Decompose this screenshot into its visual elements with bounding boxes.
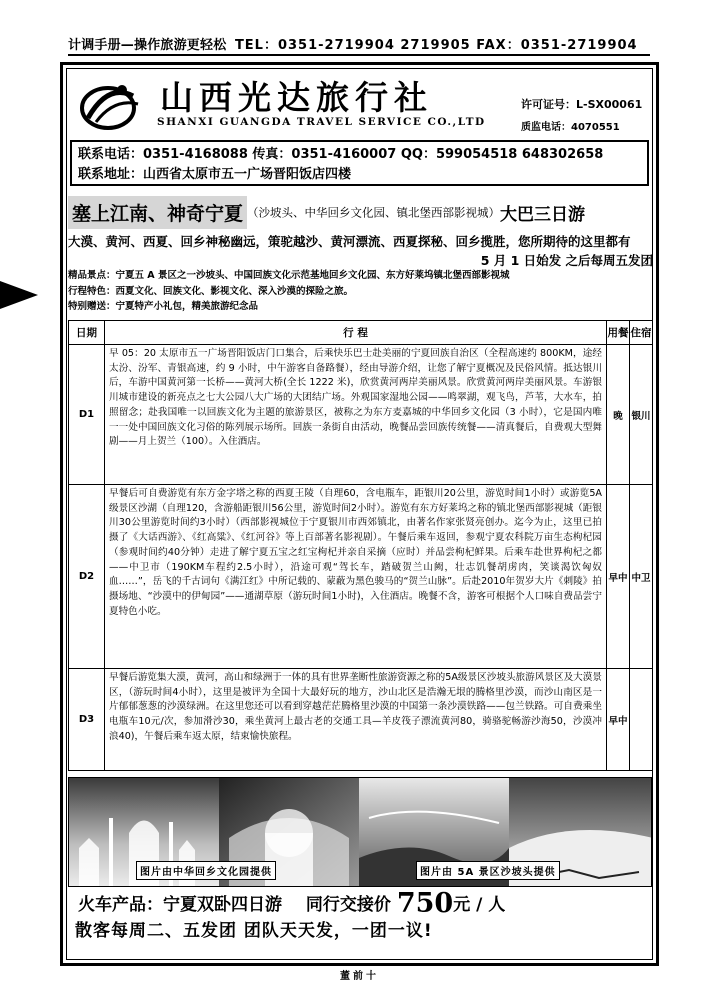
tour-characteristics: 行程特色：西夏文化、回族文化、影视文化、深入沙漠的探险之旅。 [68,285,354,297]
top-bar [68,34,650,56]
top-contact: TEL：0351-2719904 2719905 FAX：0351-2719904 [234,38,638,53]
day-description: 早 05：20 太原市五一广场晋阳饭店门口集合，后乘快乐巴士赴美丽的宁夏回族自治区（全程高速约 800KM，途经太汾、汾军、青银高速，约 9 小时，中午游客自备路餐），经由导游介绍，让您了解宁夏概况及民俗风情。抵达银川后，车游中国黄河第一长桥——黄河大桥(全长 1222 米)，欣赏黄河两岸美丽风景。欣赏黄河两岸美丽风景。车游银川城市建设的新亮点之七大公园八大广场的大团结广场。外观国家湿地公园——鸣翠湖，观飞鸟，芦苇，大水车，拍照留念；赴我国唯一以回族文化为主题的旅游景区，被称之为东方麦嘉城的中华回乡文化园（3 小时），它是国内唯一一处中国回族文化习俗的陈列展示场所。回族一条街自由活动，晚餐品尝回族传统餐——清真餐后，自费观大型舞剧——月上贺兰（100）。入住酒店。 [105,345,607,485]
company-name-en: SHANXI GUANGDA TRAVEL SERVICE CO.,LTD [157,116,486,128]
tour-title: 塞上江南、神奇宁夏 [68,196,247,229]
table-row [69,345,653,485]
train-label: 火车产品：宁夏双卧四日游 [78,895,282,915]
price-value: 750 [396,888,454,919]
day-stay: 银川 [630,345,653,485]
tour-type: 大巴三日游 [500,205,586,225]
license-number: 许可证号：L-SX00061 [521,98,643,111]
departure-schedule: 5 月 1 日始发 之后每周五发团 [480,253,653,268]
header-meal: 用餐 [607,321,630,345]
day-stay: 中卫 [630,485,653,669]
tour-subtitle: （沙坡头、中华回乡文化园、镇北堡西部影视城） [247,205,501,220]
day-label: D3 [69,669,105,771]
day-label: D1 [69,345,105,485]
table-row [69,485,653,669]
page-footer: 董前十 [340,971,379,982]
contact-phone-line: 联系电话：0351-4168088 传真：0351-4160007 QQ：599054518 648302658 [78,147,604,162]
company-name-cn: 山西光达旅行社 [160,78,433,117]
header-date: 日期 [69,321,105,345]
day-label: D2 [69,485,105,669]
highlight-line-1: 大漠、黄河、西夏、回乡神秘幽远，策驼越沙、黄河漂流、西夏探秘、回乡揽胜，您所期待的这里都有 [68,234,631,249]
table-row [69,669,653,771]
special-gifts: 特别赠送：宁夏特产小礼包，精美旅游纪念品 [68,301,259,312]
header-schedule: 行 程 [105,321,607,345]
itinerary-table [68,320,653,771]
slogan: 计调手册—操作旅游更轻松 [68,38,227,53]
photo-strip [68,777,652,887]
contact-address-line: 联系地址：山西省太原市五一广场晋阳饭店四楼 [78,167,352,182]
photo-caption-left: 图片由中华回乡文化园提供 [136,861,276,880]
day-meal: 早中 [607,669,630,771]
photo-caption-right: 图片由 5A 景区沙坡头提供 [416,861,560,880]
day-description: 早餐后游览集大漠，黄河，高山和绿洲于一体的具有世界垄断性旅游资源之称的5A级景区沙坡头旅游风景区及大漠景区，（游玩时间4小时），这里是被评为全国十大最好玩的地方，沙山北区是浩瀚无垠的腾格里沙漠，而沙山南区是一片郁郁葱葱的沙漠绿洲。在这里您还可以看到穿越茫茫腾格里沙漠的中国第一条沙漠铁路——包兰铁路。可自费乘坐电瓶车10元/次，参加滑沙30，乘坐黄河上最古老的交通工具—羊皮筏子漂流黄河80，骑骆驼畅游沙海50，沙漠冲浪40)，午餐后乘车返太原，结束愉快旅程。 [105,669,607,771]
day-meal: 早中 [607,485,630,669]
day-meal: 晚 [607,345,630,485]
day-description: 早餐后可自费游览有东方金字塔之称的西夏王陵（自理60，含电瓶车，距银川20公里，游览时间1小时）或游览5A级景区沙湖（自理120，含游船距银川56公里，游览时间2小时）。游览有东方好莱坞之称的镇北堡西部影视城（距银川30公里游览时间约3小时）（西部影视城位于宁夏银川市西郊镇北，由著名作家张贤亮创办。迄今为止，这里已拍摄了《大话西游》、《红高粱》、《红河谷》等上百部著名影视剧）。午餐后乘车返回，参观宁夏农科院万亩生态枸杞园（参观时间约40分钟）走进了解宁夏五宝之红宝枸杞并亲自采摘（应时）并品尝枸杞鲜果。后乘车赴世界枸杞之都——中卫市（190KM车程约2.5小时），沿途可观“驾长车，踏破贺兰山阙，壮志饥餐胡虏肉，笑谈渴饮匈奴血……”，岳飞的千古词句《满江红》中所记载的、蒙蔽为黑色骏马的“贺兰山脉”。后赴2010年贺岁大片《刺陵》拍摄场地、“沙漠中的伊甸园”——通湖草原（游玩时间1小时)，入住酒店。晚餐不含，游客可根据个人口味自费品尝宁夏特色小吃。 [105,485,607,669]
supervision-phone: 质监电话：4070551 [521,122,620,133]
price-label: 同行交接价 [305,895,391,915]
itinerary-header [69,321,653,345]
company-logo [78,78,142,132]
tour-highlights [68,232,653,270]
contact-box [70,140,649,186]
train-product [78,888,505,919]
group-schedule: 散客每周二、五发团 团队天天发，一团一议! [75,921,433,941]
tour-features [68,268,653,315]
header-stay: 住宿 [630,321,653,345]
tour-title-row [68,196,653,228]
day-stay [630,669,653,771]
page-arrow-marker [0,281,38,309]
featured-spots: 精品景点：宁夏五 A 景区之一沙坡头、中国回族文化示范基地回乡文化园、东方好莱坞镇北堡西部影视城 [68,270,510,281]
price-unit: 元 / 人 [453,895,506,915]
